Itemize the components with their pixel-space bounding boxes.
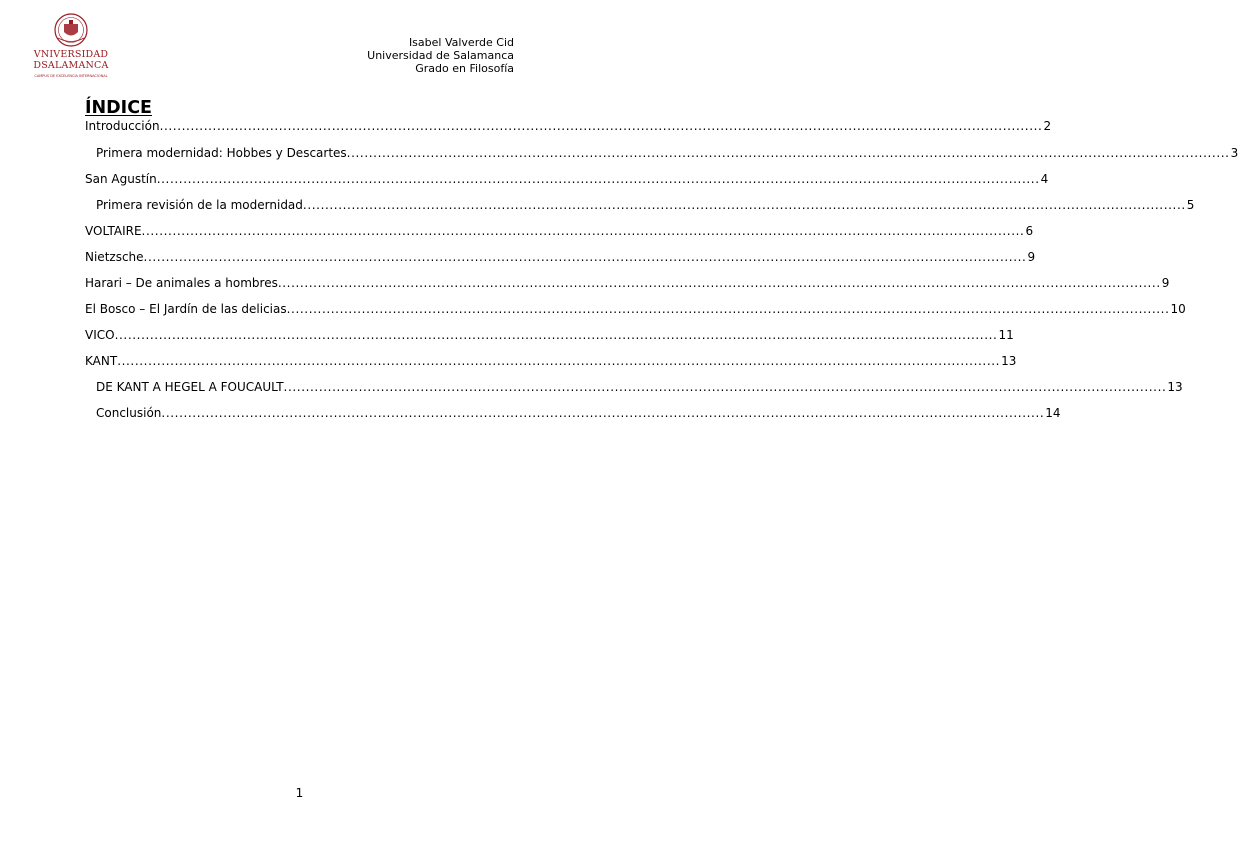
toc-entry-label: Nietzsche xyxy=(85,250,144,264)
toc-entry-label: Introducción xyxy=(85,119,160,133)
toc-entry-page: 13 xyxy=(1167,380,1183,394)
toc-leader-dots: ........................................................................................................................................................................................................ xyxy=(159,119,1043,133)
author-name: Isabel Valverde Cid xyxy=(408,36,514,49)
toc-entry-label: Primera modernidad: Hobbes y Descartes xyxy=(96,146,347,160)
toc-entry-label: Primera revisión de la modernidad xyxy=(96,198,303,212)
toc-entry-page: 14 xyxy=(1045,406,1061,420)
logo-tagline: CAMPUS DE EXCELENCIA INTERNACIONAL xyxy=(34,74,108,78)
degree-name: Grado en Filosofía xyxy=(415,62,514,75)
toc-entry-page: 13 xyxy=(1001,354,1017,368)
toc-entry-label: KANT xyxy=(85,354,118,368)
toc-entry[interactable] xyxy=(96,146,1238,160)
toc-entry-label: Harari – De animales a hombres xyxy=(85,276,278,290)
toc-leader-dots: ........................................................................................................................................................................................................ xyxy=(161,406,1045,420)
toc-leader-dots: ........................................................................................................................................................................................................ xyxy=(277,276,1161,290)
toc-entry-page: 9 xyxy=(1161,276,1170,290)
toc-entry-page: 4 xyxy=(1040,172,1049,186)
toc-entry[interactable] xyxy=(96,380,1183,394)
logo-wordmark-line2: DSALAMANCA xyxy=(33,60,109,71)
toc-entry-page: 6 xyxy=(1025,224,1034,238)
toc-entry[interactable] xyxy=(96,198,1195,212)
page-title: ÍNDICE xyxy=(85,98,152,118)
toc-entry-label: Conclusión xyxy=(96,406,162,420)
toc-entry[interactable] xyxy=(85,328,1014,342)
page-number: 1 xyxy=(295,786,304,800)
toc-entry-label: VICO xyxy=(85,328,115,342)
toc-entry[interactable] xyxy=(85,250,1036,264)
toc-entry-label: San Agustín xyxy=(85,172,157,186)
logo-wordmark-line1: VNIVERSIDAD xyxy=(33,49,109,60)
toc-entry-page: 10 xyxy=(1170,302,1186,316)
toc-entry[interactable] xyxy=(85,119,1052,133)
toc-entry-page: 11 xyxy=(998,328,1014,342)
toc-leader-dots: ........................................................................................................................................................................................................ xyxy=(117,354,1001,368)
toc-leader-dots: ........................................................................................................................................................................................................ xyxy=(156,172,1040,186)
toc-entry[interactable] xyxy=(85,354,1017,368)
toc-leader-dots: ........................................................................................................................................................................................................ xyxy=(143,250,1027,264)
toc-entry-label: DE KANT A HEGEL A FOUCAULT xyxy=(96,380,284,394)
toc-entry-label: El Bosco – El Jardín de las delicias xyxy=(85,302,287,316)
toc-leader-dots: ........................................................................................................................................................................................................ xyxy=(141,224,1025,238)
toc-leader-dots: ........................................................................................................................................................................................................ xyxy=(302,198,1186,212)
toc-entry-page: 3 xyxy=(1230,146,1238,160)
toc-entry[interactable] xyxy=(85,302,1186,316)
toc-entry[interactable] xyxy=(96,406,1061,420)
toc-entry[interactable] xyxy=(85,224,1034,238)
toc-leader-dots: ........................................................................................................................................................................................................ xyxy=(346,146,1230,160)
toc-entry-page: 2 xyxy=(1043,119,1052,133)
toc-entry-label: VOLTAIRE xyxy=(85,224,142,238)
toc-leader-dots: ........................................................................................................................................................................................................ xyxy=(283,380,1167,394)
toc-entry[interactable] xyxy=(85,172,1049,186)
toc-entry-page: 9 xyxy=(1027,250,1036,264)
toc-entry-page: 5 xyxy=(1186,198,1195,212)
toc-entry[interactable] xyxy=(85,276,1170,290)
toc-leader-dots: ........................................................................................................................................................................................................ xyxy=(286,302,1170,316)
university-name: Universidad de Salamanca xyxy=(367,49,514,62)
toc-leader-dots: ........................................................................................................................................................................................................ xyxy=(114,328,998,342)
